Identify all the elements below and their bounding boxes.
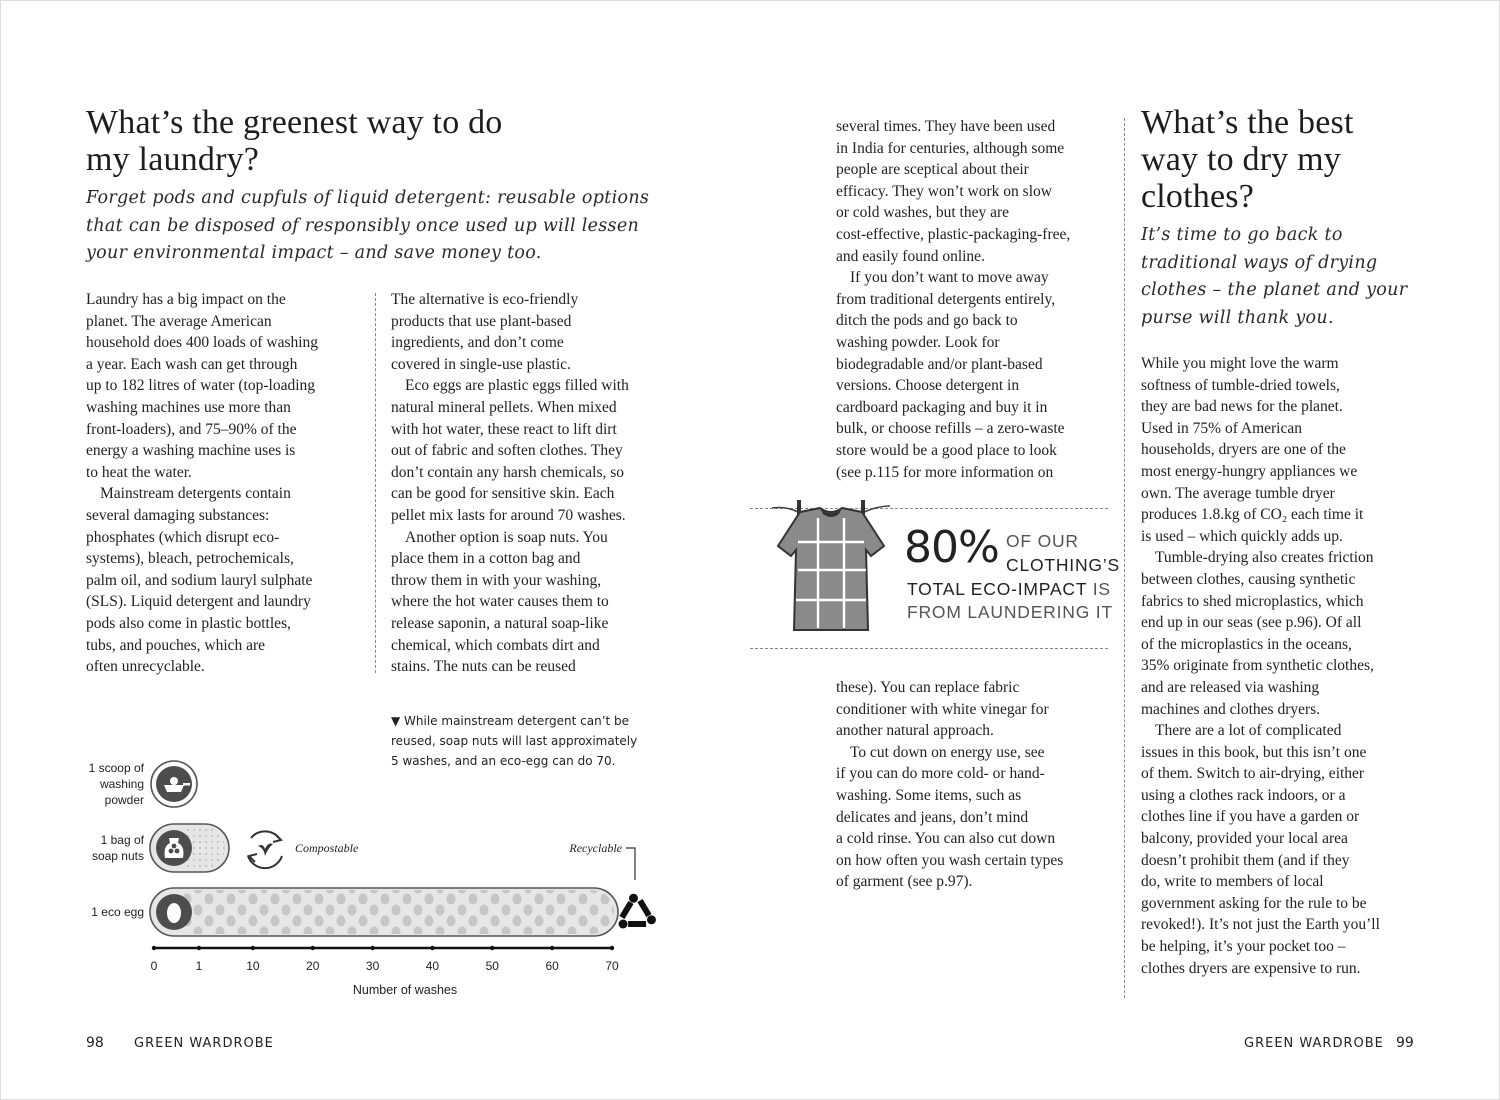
right-heading-line: way to dry my — [1141, 141, 1341, 178]
paragraph — [86, 483, 366, 677]
text-line: ingredients, and don’t come — [391, 334, 564, 352]
caption-line: reused, soap nuts will last approximately — [391, 734, 638, 748]
text-line: own. The average tumble dryer — [1141, 484, 1335, 502]
right-standfirst — [1141, 222, 1441, 332]
scoop-glyph — [164, 785, 184, 792]
right-column-2 — [1141, 353, 1441, 979]
text-line: they are bad news for the planet. — [1141, 398, 1343, 416]
text-line: Used in 75% of American — [1141, 419, 1302, 437]
stat-line: FROM LAUNDERING IT — [907, 602, 1113, 622]
standfirst-line: Forget pods and cupfuls of liquid detergent: reusable options — [86, 188, 650, 208]
text-line: with hot water, these react to lift dirt — [391, 420, 617, 438]
leaf-icon — [258, 844, 273, 856]
x-axis-tick — [550, 946, 554, 950]
text-line: out of fabric and soften clothes. They — [391, 442, 623, 460]
text-line: softness of tumble-dried towels, — [1141, 376, 1340, 394]
paragraph — [391, 375, 681, 526]
left-heading-line: my laundry? — [86, 141, 260, 178]
text-line: several damaging substances: — [86, 506, 270, 524]
left-column-2 — [391, 289, 681, 678]
column-divider — [1124, 118, 1125, 998]
text-line: household does 400 loads of washing — [86, 334, 319, 352]
compostable-icon — [248, 856, 282, 868]
standfirst-line: purse will thank you. — [1141, 307, 1334, 328]
text-line: these). You can replace fabric — [836, 679, 1020, 696]
compostable-label: Compostable — [295, 841, 359, 855]
x-axis-label: Number of washes — [352, 983, 458, 997]
leader-line — [626, 848, 635, 880]
text-line: (see p.115 for more information on — [836, 463, 1054, 481]
category-label: 1 bag of — [100, 833, 144, 847]
running-footer-right: GREEN WARDROBE — [1244, 1036, 1384, 1051]
text-line: of garment (see p.97). — [836, 873, 973, 891]
text-line: release saponin, a natural soap-like — [391, 614, 609, 632]
stat-line-3 — [907, 578, 1111, 600]
recycle-icon — [640, 901, 649, 916]
text-line: systems), bleach, petrochemicals, — [86, 550, 294, 568]
text-line: (SLS). Liquid detergent and laundry — [86, 593, 311, 611]
text-line: pellet mix lasts for around 70 washes. — [391, 506, 626, 524]
x-axis-tick — [370, 946, 374, 950]
x-axis-tick — [197, 946, 201, 950]
text-line: throw them in with your washing, — [391, 571, 602, 589]
column-divider — [375, 293, 376, 673]
text-line: balcony, provided your local area — [1141, 830, 1348, 848]
text-line: people are sceptical about their — [836, 161, 1029, 179]
category-label: 1 eco egg — [91, 905, 144, 919]
recyclable-label: Recyclable — [569, 841, 622, 855]
text-line: washing machines use more than — [86, 398, 291, 416]
text-line: be helping, it’s your pocket too – — [1141, 938, 1346, 956]
text-line: versions. Choose detergent in — [836, 377, 1020, 395]
text-line: covered in single-use plastic. — [391, 355, 571, 373]
text-line: clothes line if you have a garden or — [1141, 808, 1360, 826]
paragraph — [391, 527, 681, 678]
text-line: fabrics to shed microplastics, which — [1141, 592, 1364, 610]
text-line: another natural approach. — [836, 722, 994, 740]
text-line: stains. The nuts can be reused — [391, 658, 576, 676]
recycle-arrowhead — [629, 894, 638, 903]
x-axis-tick — [311, 946, 315, 950]
text-line: several times. They have been used — [836, 118, 1056, 135]
stat-rule-bottom — [750, 648, 1108, 649]
x-tick-label: 0 — [150, 959, 158, 973]
left-column-1 — [86, 289, 366, 678]
text-line: ditch the pods and go back to — [836, 312, 1018, 330]
nut-glyph — [169, 849, 174, 854]
text-line: from traditional detergents entirely, — [836, 290, 1056, 308]
text-line: products that use plant-based — [391, 312, 572, 330]
x-axis-tick — [251, 946, 255, 950]
text-line: machines and clothes dryers. — [1141, 700, 1321, 718]
paragraph — [836, 267, 1116, 483]
scoop-glyph — [183, 783, 190, 786]
text-line: Eco eggs are plastic eggs filled with — [405, 377, 629, 395]
text-line: Laundry has a big impact on the — [86, 291, 286, 308]
washes-chart — [60, 750, 700, 1010]
running-footer-left: GREEN WARDROBE — [134, 1036, 274, 1051]
text-line: energy a washing machine uses is — [86, 442, 296, 460]
text-line: planet. The average American — [86, 312, 272, 330]
text-line: clothes dryers are expensive to run. — [1141, 959, 1361, 977]
x-axis-tick — [152, 946, 156, 950]
text-line: do, write to members of local — [1141, 873, 1324, 891]
x-tick-label: 40 — [425, 959, 440, 973]
text-line: on how often you wash certain types — [836, 851, 1064, 869]
text-line: in India for centuries, although some — [836, 139, 1065, 157]
category-label: soap nuts — [91, 849, 144, 863]
standfirst-line: traditional ways of drying — [1141, 252, 1378, 273]
text-line: households, dryers are one of the — [1141, 441, 1346, 459]
x-axis-tick — [610, 946, 614, 950]
tshirt-on-line-icon — [772, 494, 892, 644]
text-line: to heat the water. — [86, 463, 192, 481]
x-tick-label: 10 — [246, 959, 260, 973]
text-line: a cold rinse. You can also cut down — [836, 830, 1056, 848]
caption-line: 5 washes, and an eco-egg can do 70. — [391, 754, 616, 768]
paragraph — [86, 289, 366, 483]
left-standfirst — [86, 185, 706, 268]
text-line: if you can do more cold- or hand- — [836, 765, 1045, 783]
text-line: often unrecyclable. — [86, 658, 205, 676]
text-line: bulk, or choose refills – a zero-waste — [836, 420, 1065, 438]
standfirst-line: clothes – the planet and your — [1141, 280, 1408, 300]
text-line: government asking for the rule to be — [1141, 894, 1367, 912]
stat-emphasis: TOTAL ECO-IMPACT — [907, 579, 1088, 599]
right-column-1-top — [836, 116, 1116, 483]
text-line: If you don’t want to move away — [850, 269, 1049, 287]
standfirst-line: It’s time to go back to — [1141, 225, 1343, 245]
text-line: delicates and jeans, don’t mind — [836, 808, 1029, 826]
text-line: palm oil, and sodium lauryl sulphate — [86, 571, 313, 589]
recycle-arrowhead — [647, 915, 656, 924]
x-tick-label: 20 — [306, 959, 320, 973]
page-number-left: 98 — [86, 1035, 104, 1051]
text-line: don’t contain any harsh chemicals, so — [391, 463, 625, 481]
stat-line: CLOTHING’S — [1006, 555, 1120, 575]
text-line: of the microplastics in the oceans, — [1141, 635, 1352, 653]
text-line: Tumble-drying also creates friction — [1155, 549, 1374, 567]
category-label: 1 scoop of — [88, 761, 144, 775]
text-line: conditioner with white vinegar for — [836, 700, 1049, 718]
left-heading-line: What’s the greenest way to do — [86, 104, 503, 141]
text-line: end up in our seas (see p.96). Of all — [1141, 614, 1362, 632]
text-line: natural mineral pellets. When mixed — [391, 398, 617, 416]
text-line: cardboard packaging and buy it in — [836, 398, 1048, 416]
text-line: pods also come in plastic bottles, — [86, 614, 291, 632]
scoop-glyph — [170, 777, 178, 785]
text-line: most energy-hungry appliances we — [1141, 462, 1358, 480]
chart-bar-pattern — [174, 890, 614, 934]
paragraph — [1141, 547, 1441, 720]
nut-glyph — [172, 844, 177, 849]
text-line: place them in a cotton bag and — [391, 550, 581, 568]
text-line: produces 1.8.kg of CO₂ each time it — [1141, 506, 1364, 524]
left-heading — [86, 104, 686, 178]
text-line: issues in this book, but this isn’t one — [1141, 743, 1367, 761]
text-line: doesn’t prohibit them (and if they — [1141, 851, 1350, 869]
text-line: tubs, and pouches, which are — [86, 636, 266, 654]
text-line: of them. Switch to air-drying, either — [1141, 765, 1365, 783]
egg-glyph — [167, 903, 181, 923]
page-number-right: 99 — [1396, 1035, 1414, 1051]
text-line: front-loaders), and 75–90% of the — [86, 420, 297, 438]
text-line: can be good for sensitive skin. Each — [391, 485, 615, 503]
text-line: up to 182 litres of water (top-loading — [86, 377, 316, 395]
caption-line: ▼ While mainstream detergent can’t be — [391, 714, 630, 728]
x-tick-label: 30 — [365, 959, 380, 973]
stat-percentage: 80% — [904, 522, 999, 573]
text-line: between clothes, causing synthetic — [1141, 570, 1356, 588]
right-heading — [1141, 104, 1441, 215]
paragraph — [836, 742, 1116, 893]
x-axis-tick — [490, 946, 494, 950]
text-line: washing powder. Look for — [836, 333, 1000, 351]
text-line: and easily found online. — [836, 247, 985, 265]
stat-text: IS — [1087, 579, 1111, 599]
text-line: where the hot water causes them to — [391, 593, 609, 611]
paragraph — [836, 677, 1116, 742]
text-line: While you might love the warm — [1141, 355, 1339, 372]
text-line: and are released via washing — [1141, 678, 1320, 696]
text-line: chemical, which combats dirt and — [391, 636, 600, 654]
text-line: To cut down on energy use, see — [850, 743, 1045, 761]
recycle-icon — [622, 902, 631, 917]
text-line: is used – which quickly adds up. — [1141, 527, 1343, 545]
x-axis-tick — [430, 946, 434, 950]
text-line: Mainstream detergents contain — [100, 485, 291, 503]
stat-line: OF OUR — [1006, 531, 1079, 551]
text-line: cost-effective, plastic-packaging-free, — [836, 225, 1071, 243]
paragraph — [1141, 720, 1441, 979]
right-column-1-bottom — [836, 677, 1116, 893]
recycle-arrowhead — [619, 920, 628, 929]
text-line: There are a lot of complicated — [1155, 722, 1342, 740]
text-line: The alternative is eco-friendly — [391, 291, 579, 308]
standfirst-line: your environmental impact – and save money too. — [86, 243, 542, 263]
paragraph — [391, 289, 681, 375]
right-heading-line: What’s the best — [1141, 104, 1354, 141]
text-line: washing. Some items, such as — [836, 786, 1022, 804]
x-tick-label: 50 — [485, 959, 499, 973]
text-line: phosphates (which disrupt eco- — [86, 528, 280, 546]
paragraph — [1141, 353, 1441, 547]
text-line: Another option is soap nuts. You — [405, 528, 608, 546]
paragraph — [836, 116, 1116, 267]
text-line: or cold washes, but they are — [836, 204, 1010, 222]
nut-glyph — [175, 849, 180, 854]
text-line: store would be a good place to look — [836, 441, 1057, 459]
text-line: efficacy. They won’t work on slow — [836, 182, 1052, 200]
text-line: revoked!). It’s not just the Earth you’ll — [1141, 916, 1380, 934]
text-line: using a clothes rack indoors, or a — [1141, 786, 1346, 804]
text-line: a year. Each wash can get through — [86, 355, 298, 373]
arrow-icon — [273, 834, 281, 842]
text-line: 35% originate from synthetic clothes, — [1141, 657, 1374, 675]
x-tick-label: 70 — [605, 959, 619, 973]
text-line: biodegradable and/or plant-based — [836, 355, 1043, 373]
category-label: powder — [104, 793, 144, 807]
standfirst-line: that can be disposed of responsibly once used up will lessen — [86, 215, 640, 236]
x-tick-label: 60 — [545, 959, 559, 973]
x-tick-label: 1 — [195, 959, 203, 973]
right-heading-line: clothes? — [1141, 178, 1254, 215]
category-label: washing — [99, 777, 144, 791]
